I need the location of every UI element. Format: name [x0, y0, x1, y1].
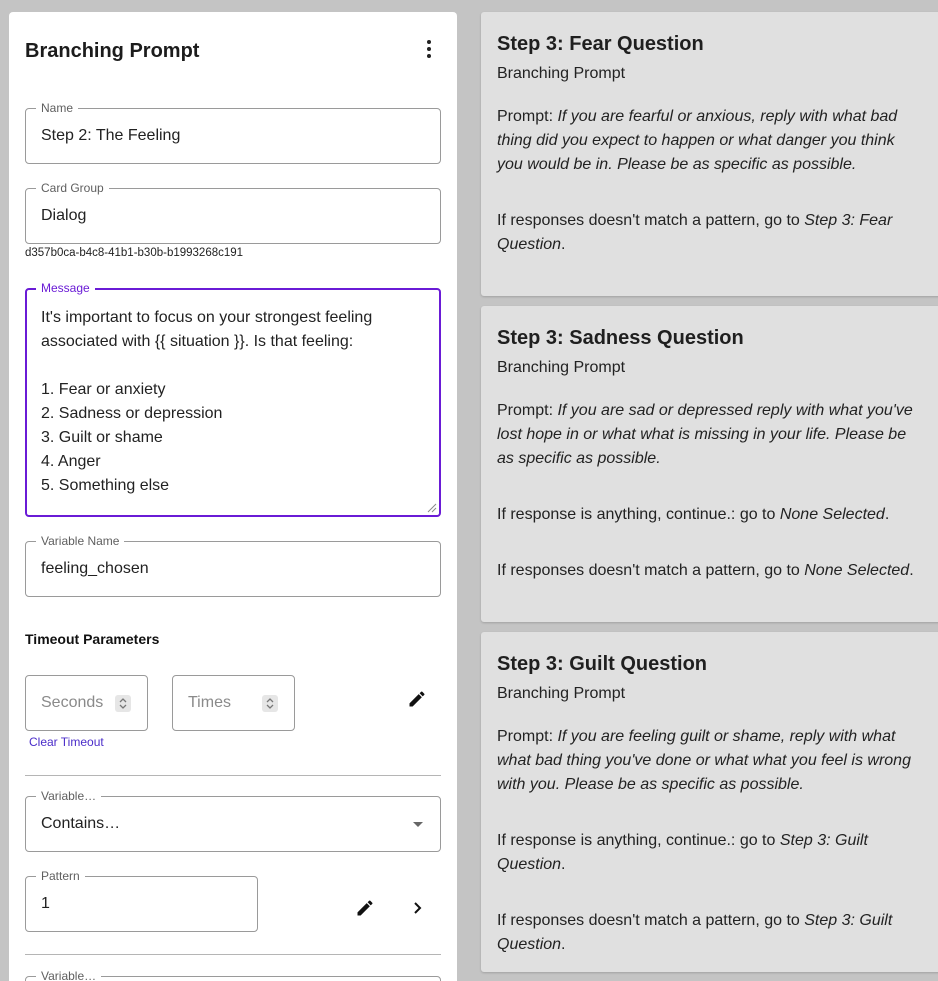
period: . [909, 562, 914, 579]
seconds-placeholder: Seconds [41, 694, 104, 711]
card-group-field[interactable] [25, 181, 441, 244]
more-vert-icon[interactable] [419, 38, 439, 60]
timeout-heading: Timeout Parameters [25, 631, 160, 647]
fallback-target: Step 3: Fear Question [497, 212, 893, 253]
timeout-times-input[interactable] [172, 675, 295, 731]
message-text [41, 306, 425, 498]
branch-prefix: If response is anything, continue.: go to [497, 832, 780, 849]
fallback-prefix: If responses doesn't match a pattern, go to [497, 212, 805, 229]
variable-select-label: Variable… [36, 969, 101, 981]
branch-target: None Selected [779, 506, 885, 523]
card-editor-panel [9, 12, 457, 981]
prompt-text: If you are fearful or anxious, reply with what bad thing did you expect to happen or what danger you think you would be in. Please be as specific as possible. [497, 108, 898, 173]
card-fallback [497, 209, 915, 257]
card-branch [497, 829, 915, 877]
card-title: Step 3: Guilt Question [497, 653, 708, 675]
prompt-prefix: Prompt: [497, 728, 558, 745]
divider [25, 775, 441, 776]
prompt-prefix: Prompt: [497, 108, 558, 125]
card-branch [497, 503, 915, 527]
next-condition-select[interactable] [25, 969, 441, 981]
message-line: It's important to focus on your strongest feeling [41, 309, 373, 326]
times-placeholder: Times [188, 694, 231, 711]
variable-name-label: Variable Name [36, 534, 124, 548]
message-line: 1. Fear or anxiety [41, 381, 166, 398]
card-title: Step 3: Sadness Question [497, 327, 744, 349]
variable-name-field[interactable] [25, 534, 441, 597]
card-guilt-question[interactable] [481, 632, 938, 972]
message-line: 5. Something else [41, 477, 170, 494]
number-spinner-icon[interactable] [115, 695, 131, 712]
fallback-target: Step 3: Guilt Question [497, 912, 893, 953]
name-field[interactable] [25, 101, 441, 164]
divider [25, 954, 441, 955]
pattern-value: 1 [41, 895, 50, 912]
card-fallback [497, 559, 915, 583]
timeout-seconds-input[interactable] [25, 675, 148, 731]
condition-operator-select[interactable] [25, 789, 441, 852]
caret-down-icon[interactable] [413, 822, 423, 827]
card-title: Step 3: Fear Question [497, 33, 704, 55]
name-field-label: Name [36, 101, 78, 115]
prompt-text: If you are sad or depressed reply with what you've lost hope in or what what is missing in your life. Please be as specific as possible. [497, 402, 913, 467]
resize-handle-icon[interactable] [427, 503, 437, 513]
variable-name-value: feeling_chosen [41, 560, 149, 577]
card-type: Branching Prompt [497, 359, 626, 376]
card-group-value: Dialog [41, 207, 87, 224]
variable-select-label: Variable… [36, 789, 101, 803]
editor-title: Branching Prompt [25, 40, 200, 62]
period: . [561, 236, 566, 253]
message-textarea[interactable] [25, 281, 441, 517]
card-id: d357b0ca-b4c8-41b1-b30b-b1993268c191 [25, 247, 244, 259]
card-group-label: Card Group [36, 181, 109, 195]
card-fallback [497, 909, 915, 957]
chevron-right-icon[interactable] [403, 894, 431, 922]
name-field-value: Step 2: The Feeling [41, 127, 181, 144]
message-line: associated with {{ situation }}. Is that feeling: [41, 333, 354, 350]
message-line: 2. Sadness or depression [41, 405, 223, 422]
pencil-icon[interactable] [403, 685, 431, 713]
period: . [561, 856, 566, 873]
branch-prefix: If response is anything, continue.: go to [497, 506, 780, 523]
message-line [41, 354, 425, 378]
message-line: 4. Anger [41, 453, 101, 470]
card-sadness-question[interactable] [481, 306, 938, 622]
pattern-label: Pattern [36, 869, 85, 883]
operator-value: Contains… [41, 815, 121, 832]
branch-target: Step 3: Guilt Question [497, 832, 868, 873]
period: . [884, 506, 890, 523]
card-prompt [497, 399, 915, 471]
number-spinner-icon[interactable] [262, 695, 278, 712]
message-label: Message [36, 281, 95, 295]
fallback-prefix: If responses doesn't match a pattern, go to [497, 562, 805, 579]
prompt-prefix: Prompt: [497, 402, 558, 419]
period: . [561, 936, 566, 953]
card-type: Branching Prompt [497, 65, 626, 82]
fallback-target: None Selected [804, 562, 910, 579]
clear-timeout-link[interactable]: Clear Timeout [29, 735, 104, 749]
card-prompt [497, 105, 915, 177]
message-line: 3. Guilt or shame [41, 429, 163, 446]
fallback-prefix: If responses doesn't match a pattern, go to [497, 912, 805, 929]
card-type: Branching Prompt [497, 685, 626, 702]
card-prompt [497, 725, 915, 797]
pattern-field[interactable] [25, 869, 258, 932]
pencil-icon[interactable] [351, 894, 379, 922]
prompt-text: If you are feeling guilt or shame, reply with what what bad thing you've done or what what you feel is wrong with you. Please be as specific as possible. [497, 728, 911, 793]
card-fear-question[interactable] [481, 12, 938, 296]
